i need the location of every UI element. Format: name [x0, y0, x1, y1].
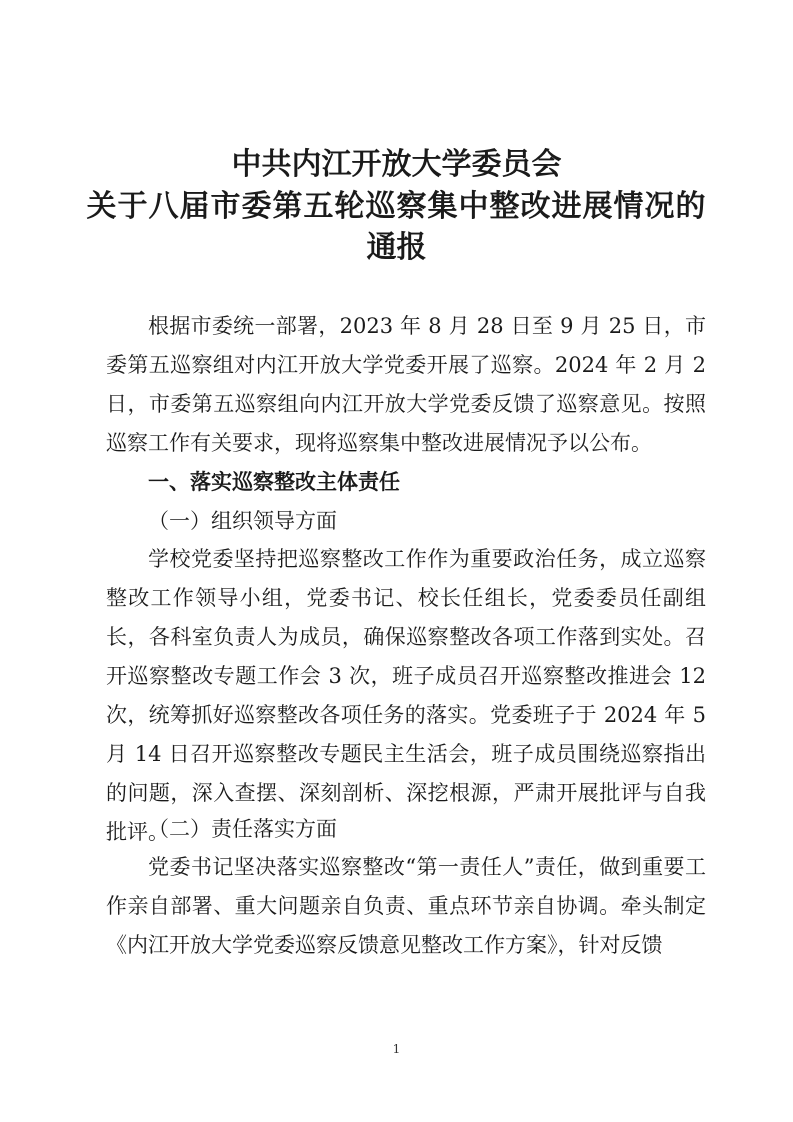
- organization-paragraph: 学校党委坚持把巡察整改工作作为重要政治任务，成立巡察整改工作领导小组，党委书记、校长任组长，党委委员任副组长，各科室负责人为成员，确保巡察整改各项工作落到实处。召开巡察整改专题工作会 3 次，班子成员召开巡察整改推进会 12 次，统筹抓好巡察整改各项任务的落实。党委班子于 2024 年 5 月 14 日召开巡察整改专题民主生活会，班子成员围绕巡察指出的问题，深入查摆、深刻剖析、深挖根源，严肃开展批评与自我批评。: [106, 547, 706, 844]
- document-title-line-2: 关于八届市委第五轮巡察集中整改进展情况的: [86, 189, 707, 224]
- section-heading-1: 一、落实巡察整改主体责任: [148, 470, 400, 494]
- document-title-line-1: 中共内江开放大学委员会: [231, 147, 562, 182]
- page-number: 1: [392, 1042, 401, 1056]
- subsection-heading-responsibility: （二）责任落实方面: [148, 817, 337, 841]
- document-title-line-3: 通报: [366, 230, 427, 265]
- responsibility-paragraph: 党委书记坚决落实巡察整改“第一责任人”责任，做到重要工作亲自部署、重大问题亲自负责、重点环节亲自协调。牵头制定《内江开放大学党委巡察反馈意见整改工作方案》，针对反馈: [106, 855, 706, 957]
- intro-paragraph: 根据市委统一部署，2023 年 8 月 28 日至 9 月 25 日，市委第五巡察组对内江开放大学党委开展了巡察。2024 年 2 月 2 日，市委第五巡察组向内江开放大学党委反馈了巡察意见。按照巡察工作有关要求，现将巡察集中整改进展情况予以公布。: [106, 314, 706, 455]
- subsection-heading-organization: （一）组织领导方面: [148, 509, 337, 533]
